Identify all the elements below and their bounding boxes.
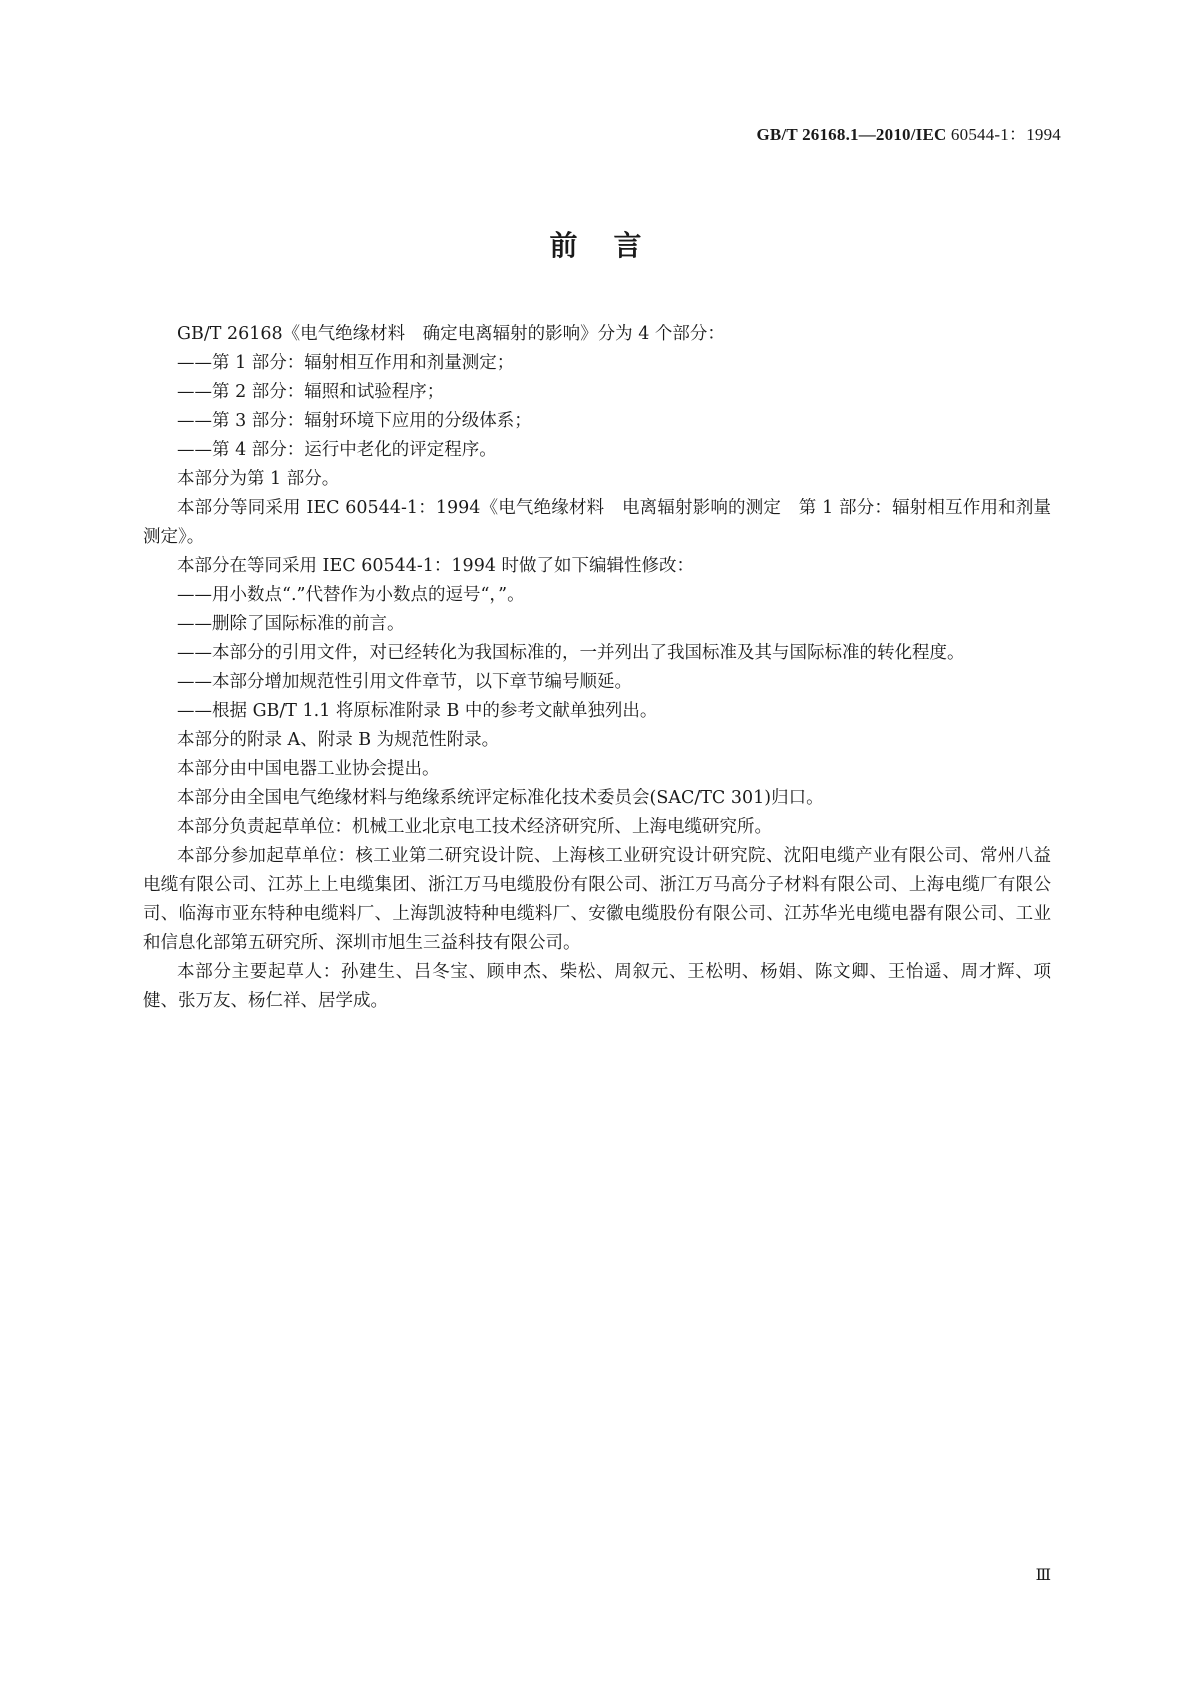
standard-number [757,120,1062,145]
page-number: Ⅲ [1035,1567,1051,1584]
list-item-part-4: ——第 4 部分：运行中老化的评定程序。 [177,440,497,460]
paragraph-part-statement: 本部分为第 1 部分。 [177,469,340,489]
paragraph-annexes: 本部分的附录 A、附录 B 为规范性附录。 [177,730,500,750]
list-item-referenced-documents: ——本部分的引用文件，对已经转化为我国标准的，一并列出了我国标准及其与国际标准的转化程度。 [177,643,965,663]
list-item-foreword-removed: ——删除了国际标准的前言。 [177,614,405,634]
standard-number-suffix: 60544-1：1994 [946,125,1061,144]
paragraph-drafters: 本部分主要起草人：孙建生、吕冬宝、顾申杰、柴松、周叙元、王松明、杨娟、陈文卿、王怡遥、周才辉、项健、张万友、杨仁祥、居学成。 [143,962,1051,1011]
intro-paragraph: GB/T 26168《电气绝缘材料 确定电离辐射的影响》分为 4 个部分： [177,324,725,344]
standard-number-prefix: GB/T 26168.1—2010/IEC [756,125,947,144]
list-item-part-1: ——第 1 部分：辐射相互作用和剂量测定； [177,353,515,373]
list-item-decimal-point: ——用小数点“.”代替作为小数点的逗号“，”。 [177,585,525,605]
paragraph-participating-units: 本部分参加起草单位：核工业第二研究设计院、上海核工业研究设计研究院、沈阳电缆产业有限公司、常州八益电缆有限公司、江苏上上电缆集团、浙江万马电缆股份有限公司、浙江万马高分子材料有限公司、上海电缆厂有限公司、临海市亚东特种电缆料厂、上海凯波特种电缆料厂、安徽电缆股份有限公司、江苏华光电缆电器有限公司、工业和信息化部第五研究所、深圳市旭生三益科技有限公司。 [143,846,1051,953]
paragraph-proposed-by: 本部分由中国电器工业协会提出。 [177,759,440,779]
paragraph-drafting-units: 本部分负责起草单位：机械工业北京电工技术经济研究所、上海电缆研究所。 [177,817,772,837]
list-item-bibliography: ——根据 GB/T 1.1 将原标准附录 B 中的参考文献单独列出。 [177,701,658,721]
foreword-body [143,320,1051,1016]
paragraph-technical-committee: 本部分由全国电气绝缘材料与绝缘系统评定标准化技术委员会(SAC/TC 301)归口。 [177,788,824,808]
list-item-normative-references: ——本部分增加规范性引用文件章节，以下章节编号顺延。 [177,672,632,692]
list-item-part-3: ——第 3 部分：辐射环境下应用的分级体系； [177,411,532,431]
list-item-part-2: ——第 2 部分：辐照和试验程序； [177,382,445,402]
paragraph-modifications: 本部分在等同采用 IEC 60544-1：1994 时做了如下编辑性修改： [177,556,695,576]
page-title: 前言 [549,229,678,262]
paragraph-adoption: 本部分等同采用 IEC 60544-1：1994《电气绝缘材料 电离辐射影响的测定 第 1 部分：辐射相互作用和剂量测定》。 [143,498,1051,547]
